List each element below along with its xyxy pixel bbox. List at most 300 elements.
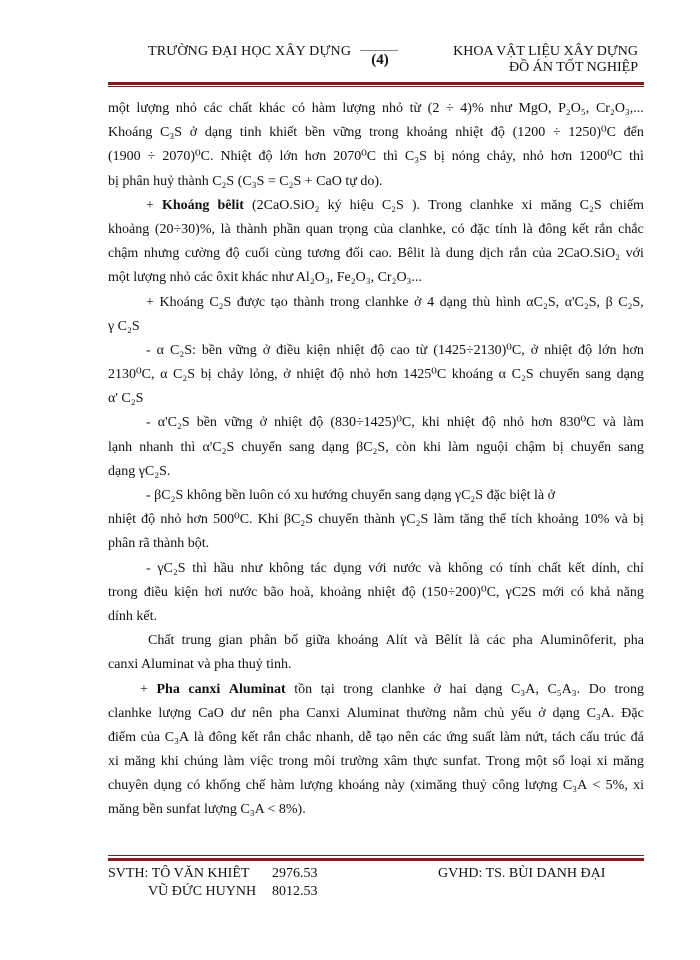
text-word: rắn [263, 729, 281, 745]
text-word: dụng [333, 560, 362, 576]
text-word: chuyên [108, 778, 149, 794]
text-word: đến [623, 125, 644, 141]
text-word: hơn [376, 367, 398, 383]
text-line [108, 678, 644, 702]
text-word: tăng [459, 512, 484, 528]
text-word: hơn [304, 149, 327, 165]
text-word: trọng [338, 221, 369, 237]
text-word: 2130⁰C, [108, 367, 155, 383]
text-word: C₃A [562, 778, 588, 794]
text-word: (ximăng [410, 778, 457, 794]
text-word: độ [141, 512, 156, 528]
text-word: lạnh [108, 439, 133, 455]
text-word: CaO [198, 705, 224, 721]
text-word: ký [327, 197, 342, 213]
text-word: lượng [299, 778, 333, 794]
text-word: giữa [305, 633, 330, 649]
text-word: tính [509, 560, 532, 576]
text-word: và [614, 512, 628, 528]
text-word: sunfat. [443, 754, 481, 770]
text-word: cấu [580, 729, 600, 745]
text-word: chắc [618, 221, 644, 237]
text-word: nhỏ [522, 149, 544, 165]
text-segment: γ C₂S [108, 318, 140, 334]
text-line [108, 339, 644, 363]
text-word: lượng [524, 778, 558, 794]
text-word: 500⁰C. [213, 512, 253, 528]
text-word: chiếm [609, 197, 644, 213]
text-word: nhanh, [315, 729, 354, 745]
text-word: độ [370, 342, 385, 358]
text-word: lượng [342, 101, 376, 116]
text-word: tại [320, 681, 335, 697]
text-word: đối [345, 246, 364, 262]
text-word: thực [413, 754, 438, 770]
text-word: α'C₂S [202, 439, 235, 455]
text-word: nóng [451, 149, 480, 165]
text-word: khi [160, 754, 179, 770]
text-word: tách [552, 729, 576, 745]
text-word: chảy [217, 367, 244, 383]
text-line [108, 387, 644, 411]
text-word: α'C₂S [157, 415, 190, 431]
text-word: thường [406, 705, 447, 721]
text-word: C₃A. [586, 705, 615, 721]
text-word: nhỏ [349, 367, 371, 383]
text-word: + [146, 294, 154, 310]
text-word: Khoáng [108, 125, 153, 141]
text-word: thì [383, 149, 398, 165]
body-text [108, 97, 644, 823]
text-line [108, 508, 644, 532]
text-word: nhỏ [160, 512, 182, 528]
text-word: như [490, 101, 512, 116]
text-word: này [384, 778, 405, 794]
student-id-2: 8012.53 [272, 884, 318, 899]
text-word: cường [184, 246, 221, 262]
text-word: kết [241, 729, 259, 745]
text-word: năng [616, 584, 644, 600]
text-word: ở [414, 294, 422, 310]
text-word: công [492, 778, 520, 794]
text-word: 1200⁰C [579, 149, 623, 165]
text-word: phân [249, 633, 277, 649]
text-word: trung [181, 633, 212, 649]
text-word: số [552, 754, 565, 770]
text-word: nhiệt [336, 342, 365, 358]
text-word: chắc [285, 729, 312, 745]
text-word: (1900 [108, 149, 141, 165]
text-word: hầu [213, 560, 234, 576]
text-word: C₅A₃. [547, 681, 581, 697]
text-word: MgO, [518, 101, 552, 116]
text-word: chất [537, 560, 562, 576]
text-word: suất [472, 729, 496, 745]
text-word: C₂S [511, 367, 534, 383]
text-word: nên [397, 729, 419, 745]
text-word: ở [530, 342, 539, 358]
text-word: hàm [270, 778, 295, 794]
text-word: nhiệt [108, 512, 136, 528]
text-line [108, 798, 644, 822]
text-word: hơn [186, 512, 208, 528]
text-word: nhiệt [274, 415, 303, 431]
text-word: là [430, 246, 441, 262]
text-word: nhưng [143, 246, 180, 262]
text-word: điểm [108, 729, 136, 745]
text-word: tạo [376, 729, 394, 745]
text-segment: dính kết. [108, 608, 157, 624]
text-word: C₃A, [511, 681, 539, 697]
text-word: bị [200, 367, 212, 383]
text-word: các [422, 729, 442, 745]
text-line [108, 726, 644, 750]
text-word: - [146, 342, 151, 358]
text-word: măng [124, 754, 156, 770]
text-word: Khi [257, 512, 279, 528]
text-word: rắn [594, 221, 613, 237]
text-word: tinh [239, 125, 262, 141]
document-type: ĐỒ ÁN TỐT NGHIỆP [509, 60, 638, 75]
text-word: + [140, 681, 148, 697]
text-word: từ [409, 101, 422, 116]
text-word: C₂S [209, 294, 232, 310]
text-word: lỏng, [249, 367, 278, 383]
text-word: Alít [385, 633, 408, 649]
text-word: 5%, [605, 778, 628, 794]
text-word: hơn [622, 342, 644, 358]
text-word: chuyển [570, 439, 612, 455]
text-word: khoảng [108, 221, 150, 237]
text-word: chúng [183, 754, 219, 770]
text-word: chậm [108, 246, 139, 262]
text-line [108, 605, 644, 629]
page-number-rule [360, 50, 398, 51]
text-word: khoáng [337, 633, 379, 649]
text-word: (150÷200)⁰C, [421, 584, 500, 600]
text-word: độ [329, 367, 344, 383]
text-word: (2CaO.SiO₂ [252, 197, 320, 213]
text-line [108, 315, 644, 339]
text-word: sang [618, 439, 644, 455]
text-word: cao [390, 342, 410, 358]
text-word: nhỏ [502, 415, 524, 431]
text-line [108, 629, 644, 653]
text-word: khoảng [537, 512, 579, 528]
text-word: bền [201, 342, 223, 358]
text-word: dạng [475, 681, 503, 697]
text-word: điều [276, 342, 301, 358]
text-word: hơi [204, 584, 223, 600]
text-word: đông [208, 729, 237, 745]
text-word: Bêlit [397, 246, 425, 262]
text-line [108, 436, 644, 460]
text-word: thì [629, 149, 644, 165]
text-word: 1425⁰C [403, 367, 447, 383]
text-word: P₂O₅, [558, 101, 590, 116]
text-word: 1250)⁰C [568, 125, 616, 141]
text-word: chậm [515, 439, 546, 455]
text-word: C₂S [381, 197, 404, 213]
text-word: pha [623, 633, 644, 649]
text-word: lớn [279, 149, 298, 165]
text-word: làm [433, 512, 455, 528]
text-word: là [522, 221, 533, 237]
text-line [108, 170, 644, 194]
text-word: có [451, 221, 465, 237]
text-word: thể [488, 512, 507, 528]
text-word: khác [258, 101, 286, 116]
text-word: kết [567, 560, 586, 576]
text-word: sang [288, 439, 315, 455]
text-word: lượng [136, 101, 170, 116]
bold-term-word: Aluminat [228, 681, 286, 697]
bold-term-word: bêlit [217, 197, 244, 213]
text-word: Bêlít [434, 633, 463, 649]
text-word: C₃S [404, 149, 427, 165]
text-word: 2070)⁰C. [162, 149, 214, 165]
text-line [108, 266, 644, 290]
text-word: nhanh [139, 439, 174, 455]
text-word: như [240, 560, 263, 576]
text-word: + [146, 197, 154, 213]
text-word: độ [258, 149, 273, 165]
text-line [108, 750, 644, 774]
text-word: độ [578, 342, 593, 358]
text-line [108, 653, 644, 677]
text-word: là [220, 221, 231, 237]
text-word: γC₂S [157, 560, 186, 576]
text-word: trúc [604, 729, 626, 745]
text-line [108, 145, 644, 169]
text-line [108, 363, 644, 387]
text-word: ở [259, 415, 268, 431]
text-word: độ [309, 415, 324, 431]
text-word: 4)% [460, 101, 484, 116]
text-word: - [146, 560, 151, 576]
text-word: không [268, 560, 304, 576]
text-word: có [187, 778, 201, 794]
text-word: quan [305, 221, 334, 237]
text-word: bố [284, 633, 299, 649]
text-word: ở [538, 705, 546, 721]
text-word: thuỷ [462, 778, 487, 794]
text-word: dạng [439, 294, 467, 310]
text-word: (1200 [512, 125, 546, 141]
text-word: Trong [486, 754, 520, 770]
text-word: bị [552, 439, 564, 455]
text-word: nước [393, 560, 422, 576]
text-word: nhiệt [455, 125, 484, 141]
text-word: chỉ [626, 560, 644, 576]
text-word: nhiệt [367, 584, 396, 600]
text-word: từ [415, 342, 428, 358]
text-line [108, 557, 644, 581]
text-word: môi [313, 754, 336, 770]
student-id-1: 2976.53 [272, 866, 318, 881]
text-word: Do [588, 681, 606, 697]
bold-term-word: Khoáng [161, 197, 210, 213]
text-word: mới [542, 584, 565, 600]
text-line [108, 702, 644, 726]
text-word: khi [423, 439, 442, 455]
text-word: là [193, 729, 204, 745]
text-word: Aluminôferit, [539, 633, 617, 649]
text-word: măng [540, 197, 572, 213]
text-word: C₂S [579, 197, 602, 213]
text-word: của [140, 729, 161, 745]
text-word: trong [614, 681, 644, 697]
text-word: một [525, 754, 548, 770]
text-word: còn [395, 439, 417, 455]
text-segment: phân rã thành bột. [108, 536, 210, 552]
text-word: ). [411, 197, 421, 213]
text-word: bị [433, 149, 445, 165]
text-word: nằm [453, 705, 478, 721]
text-word: ở [283, 367, 291, 383]
text-word: kiện [306, 342, 331, 358]
text-word: clanhke [381, 681, 425, 697]
text-word: cùng [274, 246, 302, 262]
text-word: tác [310, 560, 327, 576]
text-word: α [156, 342, 165, 358]
text-word: Canxi [306, 705, 340, 721]
text-word: ở [262, 342, 271, 358]
text-word: ứng [446, 729, 468, 745]
text-word: pha [512, 633, 533, 649]
text-word: βC₂S, [356, 439, 389, 455]
text-word: cao. [369, 246, 393, 262]
text-word: làm [622, 415, 644, 431]
text-word: phần [272, 221, 301, 237]
text-word: tồn [294, 681, 313, 697]
text-word: trong [343, 681, 373, 697]
text-word: xâm [383, 754, 408, 770]
text-word: việc [249, 754, 274, 770]
text-word: Nhiệt [220, 149, 252, 165]
text-word: với [625, 246, 644, 262]
text-line [108, 194, 644, 218]
text-word: ÷ [147, 149, 156, 165]
text-word: β [605, 294, 613, 310]
footer-rule-thin [108, 855, 644, 856]
text-word: xi [108, 754, 119, 770]
text-word: Aluminat [346, 705, 400, 721]
text-word: Đặc [621, 705, 644, 721]
text-segment: α' C₂S [108, 391, 144, 407]
text-word: độ [401, 584, 416, 600]
bold-term-word: Pha [156, 681, 180, 697]
text-word: 4 [427, 294, 435, 310]
text-word: ÷ [445, 101, 454, 116]
text-line [108, 484, 644, 508]
text-word: clanhke, [398, 221, 446, 237]
text-word: α'C₂S, [564, 294, 601, 310]
text-word: được [236, 294, 266, 310]
text-word: rắn [508, 246, 527, 262]
text-word: tạo [270, 294, 288, 310]
text-word: làm [499, 729, 521, 745]
text-segment: dạng γC₂S. [108, 463, 171, 479]
text-word: nhiệt [544, 342, 573, 358]
text-word: và [602, 415, 616, 431]
student-label: SVTH: TÔ VĂN KHIÊT [108, 866, 250, 881]
text-word: trong [278, 754, 309, 770]
text-word: có [291, 101, 306, 116]
text-word: C₃A [164, 729, 190, 745]
text-word: với [368, 560, 387, 576]
text-word: bền [196, 415, 217, 431]
text-word: C₃S [160, 125, 183, 141]
text-word: khiết [269, 125, 298, 141]
text-word: bị [633, 512, 644, 528]
text-word: một [108, 101, 130, 116]
text-segment: bị phân huỷ thành C₂S (C₃S = C₂S + CaO tự do). [108, 173, 383, 189]
text-word: chủ [484, 705, 505, 721]
text-word: điều [143, 584, 168, 600]
text-word: hàm [311, 101, 336, 116]
text-word: C₂S [173, 367, 196, 383]
text-word: dễ [358, 729, 372, 745]
text-word: gian [218, 633, 243, 649]
text-word: hình [495, 294, 521, 310]
text-word: dạng [552, 705, 580, 721]
text-word: trong [329, 294, 360, 310]
text-word: là [469, 633, 480, 649]
text-word: bão [263, 584, 284, 600]
text-word: độ [490, 125, 505, 141]
text-word: loại [570, 754, 592, 770]
text-word: và [414, 633, 428, 649]
text-segment: măng bền sunfat lượng C₃A < 8%). [108, 802, 306, 818]
text-word: trường [340, 754, 379, 770]
text-word: đông [538, 221, 567, 237]
text-word: sang [585, 367, 611, 383]
text-word: có [570, 584, 584, 600]
text-word: thành [363, 512, 395, 528]
text-word: đặc [470, 221, 490, 237]
text-word: lượng [158, 705, 192, 721]
text-word: hiệu [349, 197, 374, 213]
text-word: của [532, 246, 552, 262]
text-segment: - βC₂S không bền luôn có xu hướng chuyển sang dạng γC₂S đặc biệt là ở [146, 488, 556, 503]
text-word: thành [236, 221, 268, 237]
text-word: 2070⁰C [333, 149, 377, 165]
text-word: của [373, 221, 394, 237]
text-word: măng [612, 754, 644, 770]
text-word: C₂S, [618, 294, 644, 310]
text-word: dạng [204, 125, 233, 141]
text-word: chảy, [486, 149, 516, 165]
text-word: khoảng [319, 584, 362, 600]
text-word: chuyển [241, 439, 282, 455]
text-word: dịch [479, 246, 504, 262]
student-name-2: VŨ ĐỨC HUYNH [148, 884, 257, 899]
text-word: ở [433, 681, 441, 697]
text-word: khoáng [338, 778, 380, 794]
text-word: trong [369, 125, 399, 141]
text-word: khả [590, 584, 611, 600]
text-word: tính [495, 221, 518, 237]
text-word: clanhke [108, 705, 152, 721]
school-name: TRƯỜNG ĐẠI HỌC XÂY DỰNG [148, 44, 352, 59]
text-word: chất [228, 101, 253, 116]
text-word: khoảng [406, 125, 448, 141]
text-word: xi [633, 778, 644, 794]
text-word: khống [205, 778, 241, 794]
text-word: yếu [511, 705, 532, 721]
text-segment: một lượng nhỏ các ôxit khác như Al₂O₃, Fe₂O₃, Cr₂O₃... [108, 270, 422, 286]
